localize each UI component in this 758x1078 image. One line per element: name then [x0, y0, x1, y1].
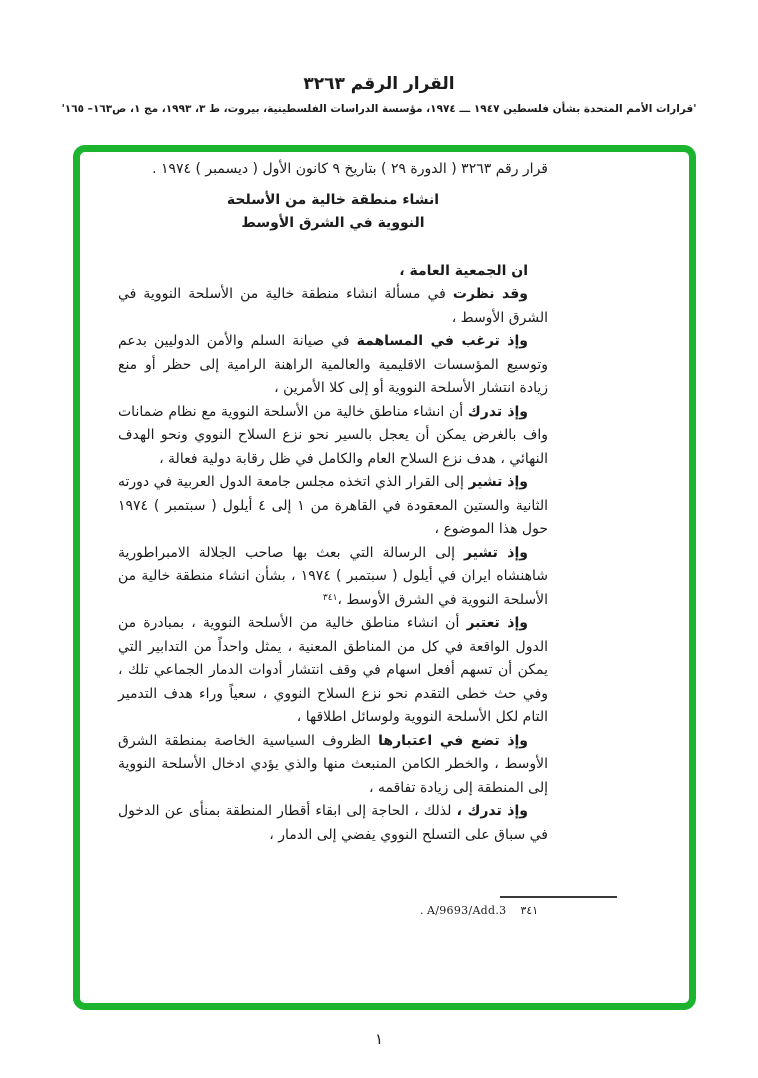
paragraph: وإذ تشير إلى الرسالة التي بعث بها صاحب الجلالة الامبراطورية شاهنشاه ايران في أيلول ( سبتمبر ) ١٩٧٤ ، بشأن انشاء منطقة خالية من الأسلحة النووية في الشرق الأوسط ،$^{٣٤١}$	[118, 544, 548, 608]
footnote	[420, 904, 620, 917]
paragraph: وإذ تدرك أن انشاء مناطق خالية من الأسلحة النووية مع نظام ضمانات واف بالغرض يمكن أن يعجل بالسير نحو نزع السلاح النووي ونحو الهدف النهائي ، هدف نزع السلاح العام والكامل في ظل رقابة دولية فعالة ،	[118, 403, 548, 467]
footnote-marker: ٣٤١	[520, 904, 539, 917]
paragraph: ان الجمعية العامة ،	[399, 262, 528, 279]
page-number: ١	[374, 1030, 384, 1048]
paragraph: وإذ تعتبر أن انشاء مناطق خالية من الأسلحة النووية ، بمبادرة من الدول الواقعة في كل من المناطق المعنية ، يمثل واحداً من التدابير التي يمكن أن تسهم أفعل اسهام في وقف انتشار أدوات الدمار الجماعي تلك ، وفي حث خطى التقدم نحو نزع السلاح النووي ، سعياً وراء هدف التدمير التام لكل الأسلحة النووية ولوسائل اطلاقها ،	[118, 615, 548, 725]
paragraph: وإذ ترغب في المساهمة في صيانة السلم والأمن الدوليين بدعم وتوسيع المؤسسات الاقليمية والعالمية الراهنة الرامية إلى حظر أو منع زيادة انتشار الأسلحة النووية أو إلى كلا الأمرين ،	[118, 333, 548, 396]
paragraph: وإذ تشير إلى القرار الذي اتخذه مجلس جامعة الدول العربية في دورته الثانية والستين المعقودة في القاهرة من ١ إلى ٤ أيلول ( سبتمبر ) ١٩٧٤ حول هذا الموضوع ،	[118, 474, 548, 537]
document-heading	[118, 189, 548, 236]
paragraphs-container	[118, 260, 548, 848]
footnote-ref-superscript: ٣٤١	[322, 592, 338, 603]
document-body	[118, 158, 548, 847]
paragraph: وإذ تضع في اعتبارها الظروف السياسية الخاصة بمنطقة الشرق الأوسط ، والخطر الكامن المنبعث منها والذي يؤدي ادخال الأسلحة النووية إلى المنطقة إلى زيادة تفاقمه ،	[118, 732, 548, 796]
source-citation-line: 'قرارات الأمم المتحدة بشأن فلسطين ١٩٤٧ ـــ ١٩٧٤، مؤسسة الدراسات الفلسطينية، بيروت، ط ٣، ١٩٩٣، مج ١، ص١٦٣– ١٦٥'	[61, 103, 697, 115]
paragraph: وإذ تدرك ، لذلك ، الحاجة إلى ابقاء أقطار المنطقة بمنأى عن الدخول في سباق على التسلح النووي يفضي إلى الدمار ،	[118, 803, 548, 843]
footnote-divider	[500, 896, 617, 898]
page-title: القرار الرقم ٣٢٦٣	[303, 74, 455, 94]
document-heading-line2: النووية في الشرق الأوسط	[241, 215, 425, 231]
footnote-reference: . A/9693/Add.3	[420, 904, 507, 917]
intro-paragraph: قرار رقم ٣٢٦٣ ( الدورة ٢٩ ) بتاريخ ٩ كانون الأول ( ديسمبر ) ١٩٧٤ .	[152, 161, 548, 177]
paragraph: وقد نظرت في مسألة انشاء منطقة خالية من الأسلحة النووية في الشرق الأوسط ،	[118, 286, 548, 326]
document-heading-line1: انشاء منطقة خالية من الأسلحة	[226, 191, 440, 208]
